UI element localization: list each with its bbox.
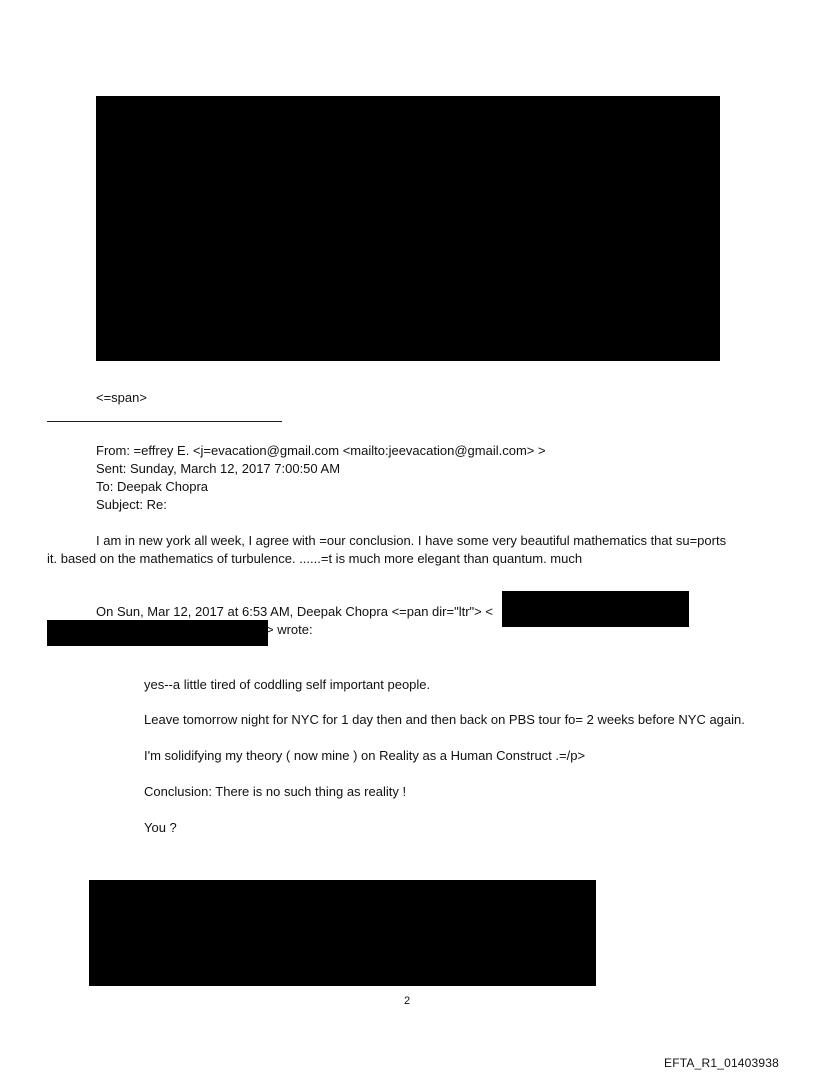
reply-body-line-2: it. based on the mathematics of turbulence. ......=t is much more elegant than quantum. much <box>47 551 583 566</box>
page-number: 2 <box>404 995 411 1007</box>
redaction-block-bottom <box>89 880 596 986</box>
quoted-body-line: I'm solidifying my theory ( now mine ) on Reality as a Human Construct .=/p> <box>144 748 586 763</box>
header-from: From: =effrey E. <j=evacation@gmail.com <mailto:jeevacation@gmail.com> > <box>96 443 546 458</box>
quoted-body-line: yes--a little tired of coddling self important people. <box>144 677 431 692</box>
redaction-block-top <box>96 96 720 361</box>
redaction-email-address-continued <box>47 620 268 646</box>
header-to: To: Deepak Chopra <box>96 479 209 494</box>
header-sent: Sent: Sunday, March 12, 2017 7:00:50 AM <box>96 461 341 476</box>
redaction-email-address <box>502 591 689 627</box>
quoted-body-line: Conclusion: There is no such thing as reality ! <box>144 784 407 799</box>
header-separator <box>47 421 282 422</box>
bates-number: EFTA_R1_01403938 <box>664 1056 780 1070</box>
quoted-body-line: You ? <box>144 820 177 835</box>
quote-intro-line-2: > wrote: <box>266 622 313 637</box>
quote-intro-line-1: On Sun, Mar 12, 2017 at 6:53 AM, Deepak Chopra <=pan dir="ltr"> < <box>96 604 493 619</box>
quoted-body-line: Leave tomorrow night for NYC for 1 day then and then back on PBS tour fo= 2 weeks before NYC again. <box>144 712 745 727</box>
header-subject: Subject: Re: <box>96 497 167 512</box>
span-fragment: <=span> <box>96 390 147 405</box>
reply-body-line-1: I am in new york all week, I agree with =our conclusion. I have some very beautiful mathematics that su=ports <box>96 533 727 548</box>
